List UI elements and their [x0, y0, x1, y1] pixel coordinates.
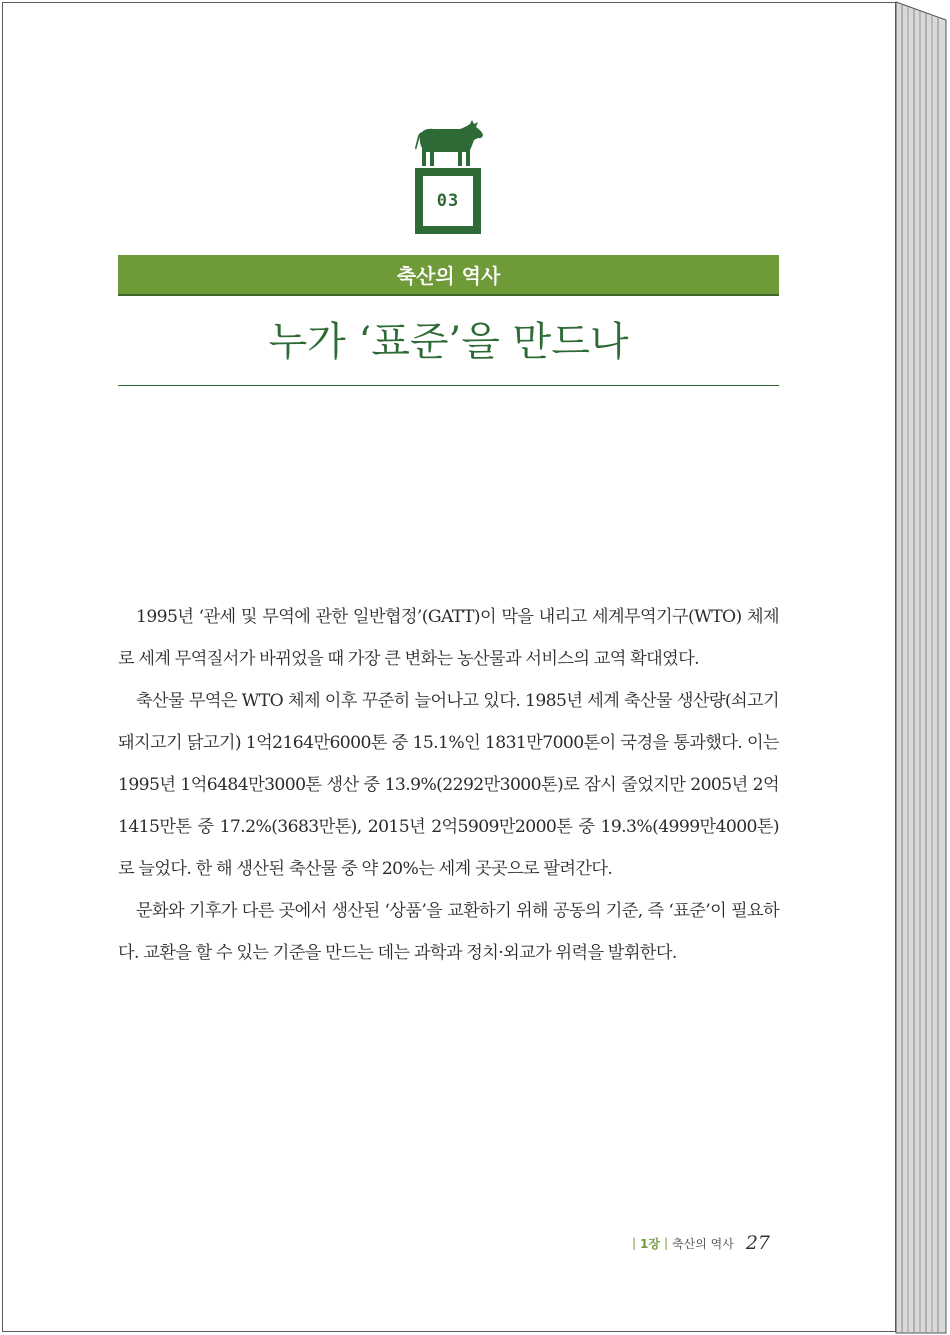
section-label: 축산의 역사 — [396, 264, 501, 288]
chapter-box-inner — [423, 176, 473, 226]
footer-separator: | — [631, 1236, 637, 1250]
footer-section-label: 축산의 역사 — [672, 1236, 734, 1251]
footer-separator: | — [663, 1236, 669, 1250]
paragraph-3: 문화와 기후가 다른 곳에서 생산된 ‘상품’을 교환하기 위해 공동의 기준, 즉 ‘표준’이 필요하다. 교환을 할 수 있는 기준을 만드는 데는 과학과 정치·외교가 위력을 발휘한다. — [118, 901, 779, 963]
section-banner — [118, 255, 779, 296]
page-number: 27 — [745, 1232, 770, 1254]
footer-chapter-label: 1장 — [640, 1236, 660, 1251]
chapter-number: 03 — [436, 191, 460, 211]
chapter-box — [415, 168, 481, 234]
paragraph-2: 축산물 무역은 WTO 체제 이후 꾸준히 늘어나고 있다. 1985년 세계 축산물 생산량(쇠고기 돼지고기 닭고기) 1억2164만6000톤 중 15.1%인 1831만7000톤이 국경을 통과했다. 이는 1995년 1억6484만3000톤 생산 중 13.9%(2292만3000톤)로 잠시 줄었지만 2005년 2억1415만톤 중 17.2%(3683만톤), 2015년 2억5909만2000톤 중 19.3%(4999만4000톤)로 늘었다. 한 해 생산된 축산물 중 약 20%는 세계 곳곳으로 팔려간다. — [118, 691, 779, 879]
paragraph-1: 1995년 ‘관세 및 무역에 관한 일반협정’(GATT)이 막을 내리고 세계무역기구(WTO) 체제로 세계 무역질서가 바뀌었을 때 가장 큰 변화는 농산물과 서비스의 교역 확대였다. — [118, 607, 779, 669]
page-footer — [560, 1228, 770, 1258]
body-text — [118, 596, 779, 974]
page-title: 누가 ‘표준’을 만드나 — [268, 319, 629, 365]
title-divider — [118, 385, 779, 386]
